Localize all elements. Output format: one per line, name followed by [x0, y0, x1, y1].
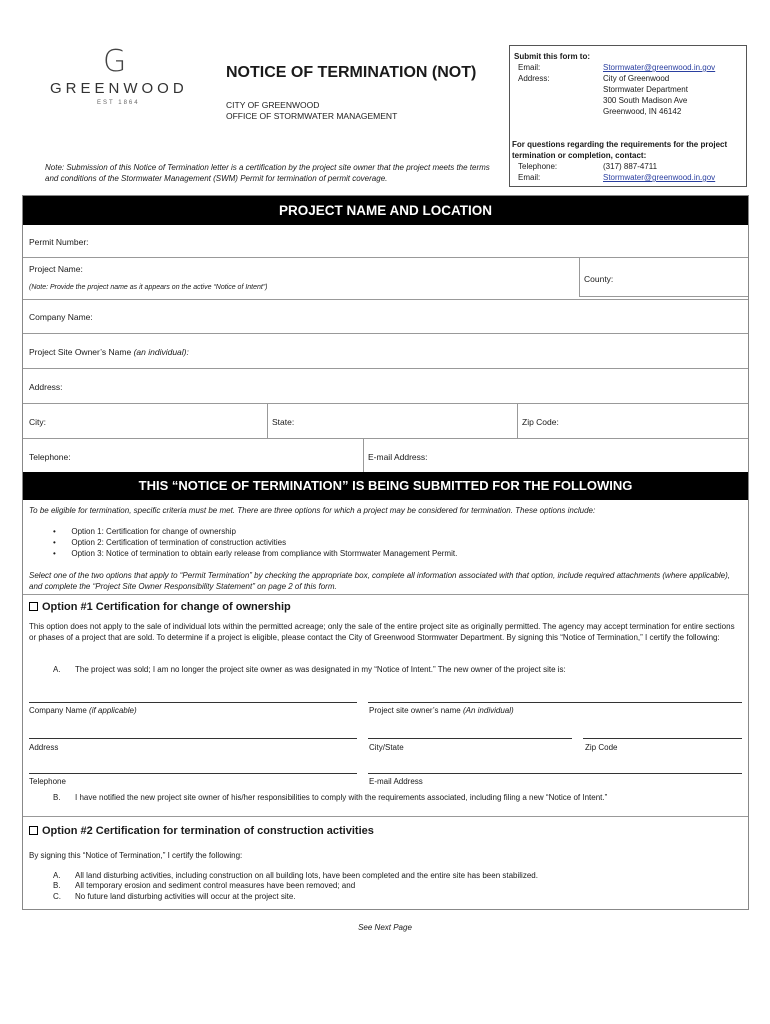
divider — [267, 404, 268, 439]
options-list — [53, 526, 457, 559]
option2-item: No future land disturbing activities will occur at the project site. — [75, 892, 296, 901]
signature-line — [368, 738, 572, 739]
option2-section — [23, 816, 748, 910]
option2-intro: By signing this “Notice of Termination,” I certify the following: — [29, 851, 243, 860]
submit-info-box — [509, 45, 747, 187]
city-state-zip-row — [23, 403, 748, 439]
option2-item: All temporary erosion and sediment control measures have been removed; and — [75, 881, 356, 890]
address-label: Address: — [29, 382, 63, 392]
new-owner-name-label[interactable]: Project site owner’s name (An individual) — [369, 706, 514, 715]
submit-email-link[interactable]: Stormwater@greenwood.in.gov — [603, 63, 716, 72]
state-label: State: — [272, 417, 295, 427]
address-line: City of Greenwood — [603, 74, 670, 83]
select-instructions: Select one of the two options that apply to “Permit Termination” by checking the appropriate box, complete all information associated with that option, include required attachments (where applicable), and complete the “Project Site Owner Responsibility Statement” on page 2 of this form. — [29, 571, 730, 591]
project-name-field[interactable] — [23, 257, 748, 303]
logo-established: EST 1864 — [97, 100, 140, 106]
project-name-label: Project Name: — [29, 264, 83, 274]
item-label: B. — [53, 793, 61, 802]
telephone-label: Telephone: — [29, 452, 71, 462]
new-zip-label[interactable]: Zip Code — [585, 743, 618, 752]
county-label: County: — [584, 274, 614, 284]
logo-letter: G — [103, 44, 127, 79]
new-address-label[interactable]: Address — [29, 743, 59, 752]
option2-checkbox[interactable] — [29, 826, 38, 835]
email-label: E-mail Address: — [368, 452, 428, 462]
termination-form — [22, 195, 749, 910]
new-citystate-label[interactable]: City/State — [369, 743, 404, 752]
company-name-label: Company Name: — [29, 312, 93, 322]
email-label: Email: — [518, 63, 541, 72]
list-item: • Option 1: Certification for change of ownership — [53, 527, 236, 536]
address-label: Address: — [518, 74, 550, 83]
option2-item: All land disturbing activities, including construction on all building lots, have been completed and the entire site has been stabilized. — [75, 871, 538, 880]
item-label: B. — [53, 881, 61, 890]
list-item: • Option 3: Notice of termination to obtain early release from compliance with Stormwater Management Permit. — [53, 549, 458, 558]
new-telephone-label[interactable]: Telephone — [29, 777, 66, 786]
divider — [363, 439, 364, 473]
permit-number-field[interactable] — [23, 225, 748, 257]
address-line: 300 South Madison Ave — [603, 96, 688, 105]
signature-line — [368, 702, 742, 703]
project-name-note: (Note: Provide the project name as it appears on the active “Notice of Intent”) — [29, 284, 268, 291]
telephone-value: (317) 887-4711 — [603, 162, 658, 171]
submission-note: Note: Submission of this Notice of Termination letter is a certification by the project site owner that the project meets the terms and conditions of the Stormwater Management (SWM) Permit for termination of permit coverage. — [45, 163, 490, 183]
logo-wordmark: GREENWOOD — [50, 80, 188, 97]
item-label: A. — [53, 871, 61, 880]
owner-name-field[interactable] — [23, 333, 748, 369]
zip-label: Zip Code: — [522, 417, 559, 427]
page-title: NOTICE OF TERMINATION (NOT) — [226, 64, 477, 81]
item-label: C. — [53, 892, 61, 901]
address-field[interactable] — [23, 368, 748, 404]
termination-section-header: THIS “NOTICE OF TERMINATION” IS BEING SUBMITTED FOR THE FOLLOWING — [23, 472, 748, 500]
divider — [579, 296, 748, 297]
signature-line — [29, 702, 357, 703]
list-item: • Option 2: Certification of termination of construction activities — [53, 538, 287, 547]
telephone-label: Telephone: — [518, 162, 558, 171]
option1-section — [23, 594, 748, 800]
city-label: City: — [29, 417, 46, 427]
option1-item-b: I have notified the new project site owner of his/her responsibilities to comply with the requirements associated, including filing a new “Notice of Intent.” — [75, 793, 608, 802]
company-name-field[interactable] — [23, 299, 748, 334]
see-next-page: See Next Page — [358, 923, 412, 932]
new-email-label[interactable]: E-mail Address — [369, 777, 423, 786]
option2-title: Option #2 Certification for termination of construction activities — [29, 825, 374, 837]
option1-title: Option #1 Certification for change of ownership — [29, 601, 291, 613]
option1-body: This option does not apply to the sale of individual lots within the permitted acreage; only the sale of the entire project site as originally permitted. The agency may accept termination for entire sections or phases of a project that are sold. To determine if a project is eligible, please contact the City of Greenwood Stormwater Department. By signing this “Notice of Termination,” I certify the following: — [29, 622, 735, 642]
submit-heading: Submit this form to: — [514, 52, 590, 61]
option1-item-a: The project was sold; I am no longer the project site owner as was designated in my “Notice of Intent.” The new owner of the project site is: — [75, 665, 566, 674]
new-company-name-label[interactable]: Company Name (if applicable) — [29, 706, 137, 715]
email-label: Email: — [518, 173, 541, 182]
signature-line — [368, 773, 742, 774]
item-label: A. — [53, 665, 61, 674]
termination-intro: To be eligible for termination, specific criteria must be met. There are three options for which a project may be considered for termination. These options include: — [29, 506, 596, 515]
city-name: CITY OF GREENWOOD — [226, 100, 320, 110]
project-section-header: PROJECT NAME AND LOCATION — [23, 196, 748, 225]
owner-name-label: Project Site Owner’s Name (an individual): — [29, 347, 189, 357]
address-line: Stormwater Department — [603, 85, 688, 94]
permit-number-label: Permit Number: — [29, 237, 89, 247]
divider — [517, 404, 518, 439]
office-name: OFFICE OF STORMWATER MANAGEMENT — [226, 111, 398, 121]
signature-line — [583, 738, 742, 739]
signature-line — [29, 773, 357, 774]
address-line: Greenwood, IN 46142 — [603, 107, 682, 116]
divider — [579, 258, 580, 296]
contact-email-link[interactable]: Stormwater@greenwood.in.gov — [603, 173, 716, 182]
questions-text: For questions regarding the requirements for the project termination or completion, contact: — [512, 140, 728, 160]
signature-line — [29, 738, 357, 739]
telephone-email-row — [23, 438, 748, 473]
option1-checkbox[interactable] — [29, 602, 38, 611]
